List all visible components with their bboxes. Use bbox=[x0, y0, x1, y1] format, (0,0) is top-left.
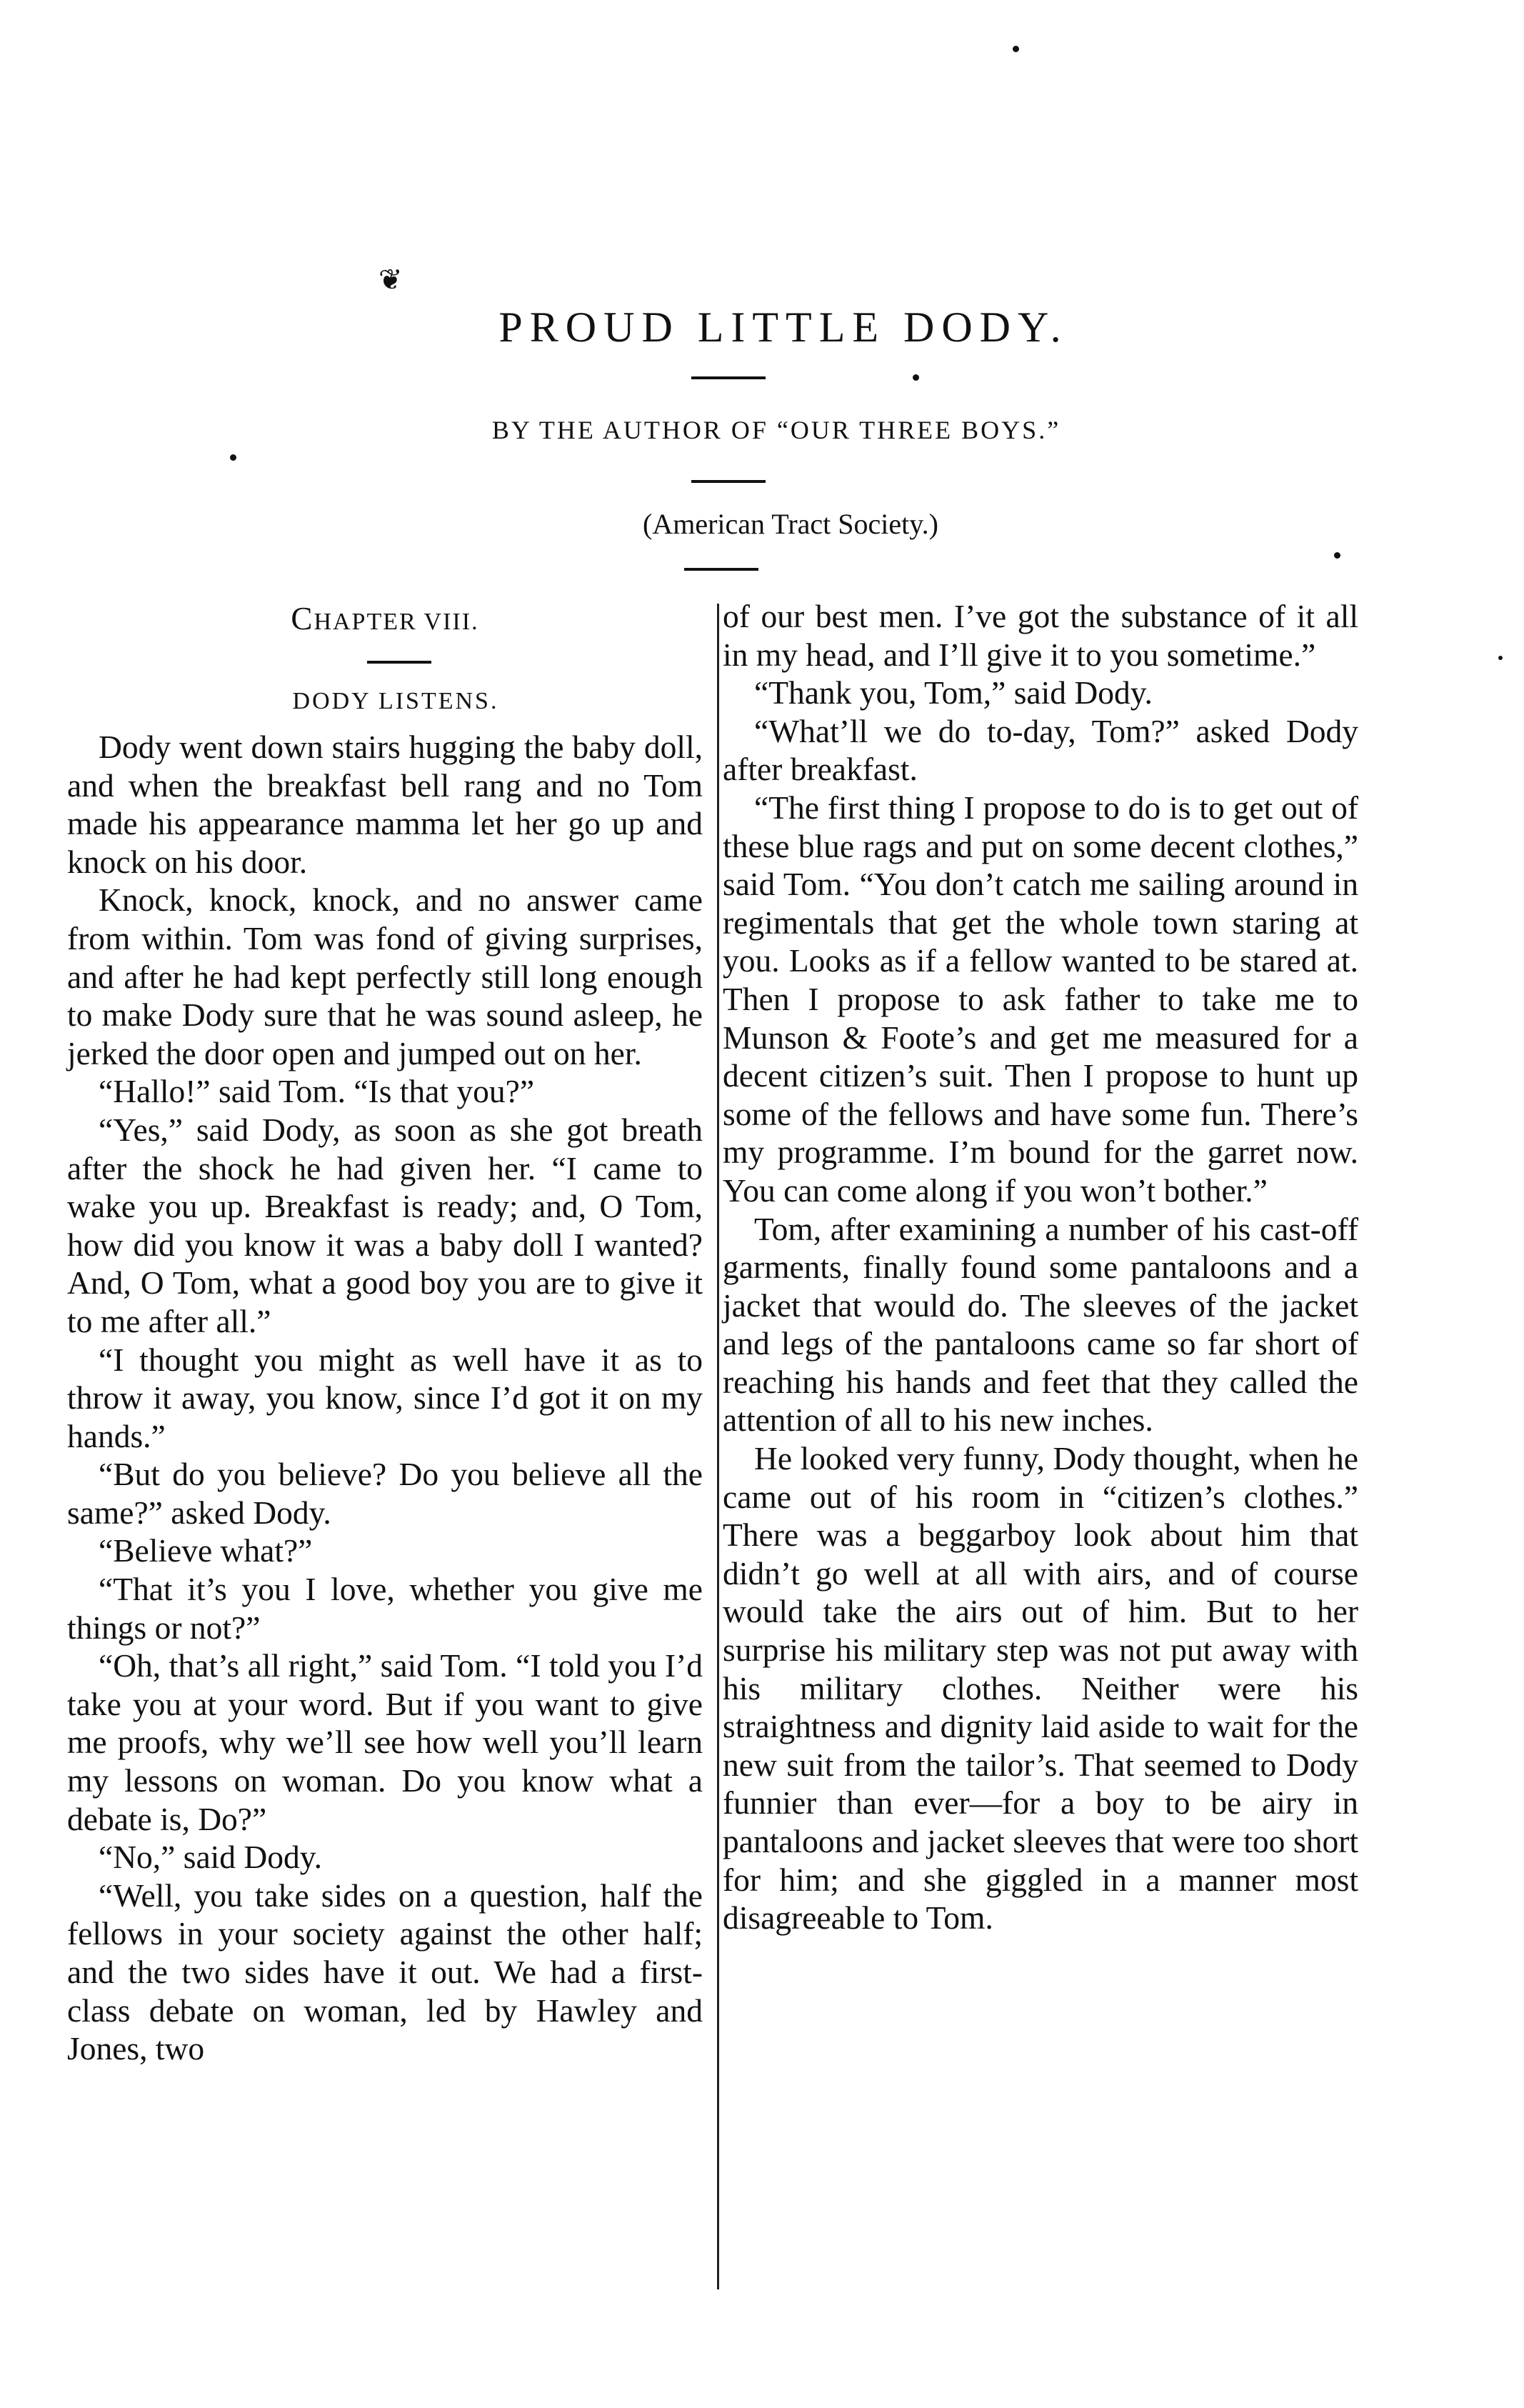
paragraph: “Yes,” said Dody, as soon as she got breath after the shock he had given her. “I came to wake you up. Breakfast is ready; and, O Tom, how did you know it was a baby doll I wanted? And, O Tom, what a good boy you are to give it to me after all.” bbox=[67, 1111, 703, 1339]
chapter-rule bbox=[367, 661, 431, 664]
paragraph: “Thank you, Tom,” said Dody. bbox=[754, 674, 1153, 711]
paragraph: Knock, knock, knock, and no answer came from within. Tom was fond of giving surprises, and after he had kept perfectly still long enough to make Dody sure that he was sound asleep, he jerked the door open and jumped out on her. bbox=[67, 881, 703, 1071]
paragraph: “That it’s you I love, whether you give me things or not?” bbox=[67, 1571, 703, 1646]
fleuron-ornament-icon: ❦ bbox=[379, 264, 403, 296]
paragraph: “What’ll we do to-day, Tom?” asked Dody after breakfast. bbox=[723, 712, 1358, 788]
print-speck bbox=[230, 454, 236, 461]
left-column bbox=[67, 597, 703, 2068]
print-speck bbox=[1013, 46, 1019, 52]
story-title: PROUD LITTLE DODY. bbox=[498, 304, 1068, 351]
chapter-heading-initial: C bbox=[291, 601, 314, 636]
byline-rule bbox=[691, 480, 766, 483]
chapter-heading bbox=[67, 597, 703, 644]
paragraph: “Oh, that’s all right,” said Tom. “I told you I’d take you at your word. But if you want to give me proofs, why we’ll see how well you’ll learn my lessons on woman. Do you know what a debate is, Do?” bbox=[67, 1647, 703, 1837]
paragraph: “The first thing I propose to do is to get out of these blue rags and put on some decent clothes,” said Tom. “You don’t catch me sailing around in regimentals that get the whole town staring at you. Looks as if a fellow wanted to be stared at. Then I propose to ask father to take me to Munson & Foote’s and get me measured for a decent citizen’s suit. Then I propose to hunt up some of the fellows and have some fun. There’s my programme. I’m bound for the garret now. You can come along if you won’t bother.” bbox=[723, 789, 1358, 1209]
paragraph: Tom, after examining a number of his cast-off garments, finally found some pantaloons and a jacket that would do. The sleeves of the jacket and legs of the pantaloons came so far short of reaching his hands and feet that they called the attention of all to his new inches. bbox=[723, 1210, 1358, 1439]
print-speck bbox=[913, 374, 919, 381]
header-bottom-rule bbox=[684, 568, 758, 571]
right-column bbox=[723, 597, 1358, 1937]
print-speck bbox=[1498, 656, 1503, 660]
paragraph: of our best men. I’ve got the substance of it all in my head, and I’ll give it to you sometime.” bbox=[723, 598, 1358, 673]
byline: BY THE AUTHOR OF “OUR THREE BOYS.” bbox=[491, 416, 1061, 444]
column-divider bbox=[717, 604, 719, 2289]
publisher-line: (American Tract Society.) bbox=[643, 508, 938, 540]
paragraph: Dody went down stairs hugging the baby doll, and when the breakfast bell rang and no Tom made his appearance mamma let her go up and knock on his door. bbox=[67, 729, 703, 880]
paragraph: “No,” said Dody. bbox=[99, 1839, 322, 1876]
paragraph: “Believe what?” bbox=[99, 1532, 313, 1569]
chapter-subheading: DODY LISTENS. bbox=[292, 688, 499, 714]
paragraph: He looked very funny, Dody thought, when he came out of his room in “citizen’s clothes.” There was a beggarboy look about him that didn’t go well at all with airs, and of course would take the airs out of him. But to her surprise his military step was not put away with his military clothes. Neither were his straightness and dignity laid aside to wait for the new suit from the tailor’s. That seemed to Dody funnier than ever—for a boy to be airy in pantaloons and jacket sleeves that were too short for him; and she giggled in a manner most disagreeable to Tom. bbox=[723, 1440, 1358, 1937]
print-speck bbox=[1334, 552, 1340, 559]
chapter-heading-rest: HAPTER VIII. bbox=[314, 609, 479, 635]
paragraph: “Hallo!” said Tom. “Is that you?” bbox=[99, 1073, 535, 1110]
paragraph: “But do you believe? Do you believe all the same?” asked Dody. bbox=[67, 1456, 703, 1531]
title-rule bbox=[691, 376, 766, 379]
paragraph: “I thought you might as well have it as to throw it away, you know, since I’d got it on my hands.” bbox=[67, 1341, 703, 1454]
paragraph: “Well, you take sides on a question, half the fellows in your society against the other half; and the two sides have it out. We had a first-class debate on woman, led by Hawley and Jones, two bbox=[67, 1877, 703, 2067]
